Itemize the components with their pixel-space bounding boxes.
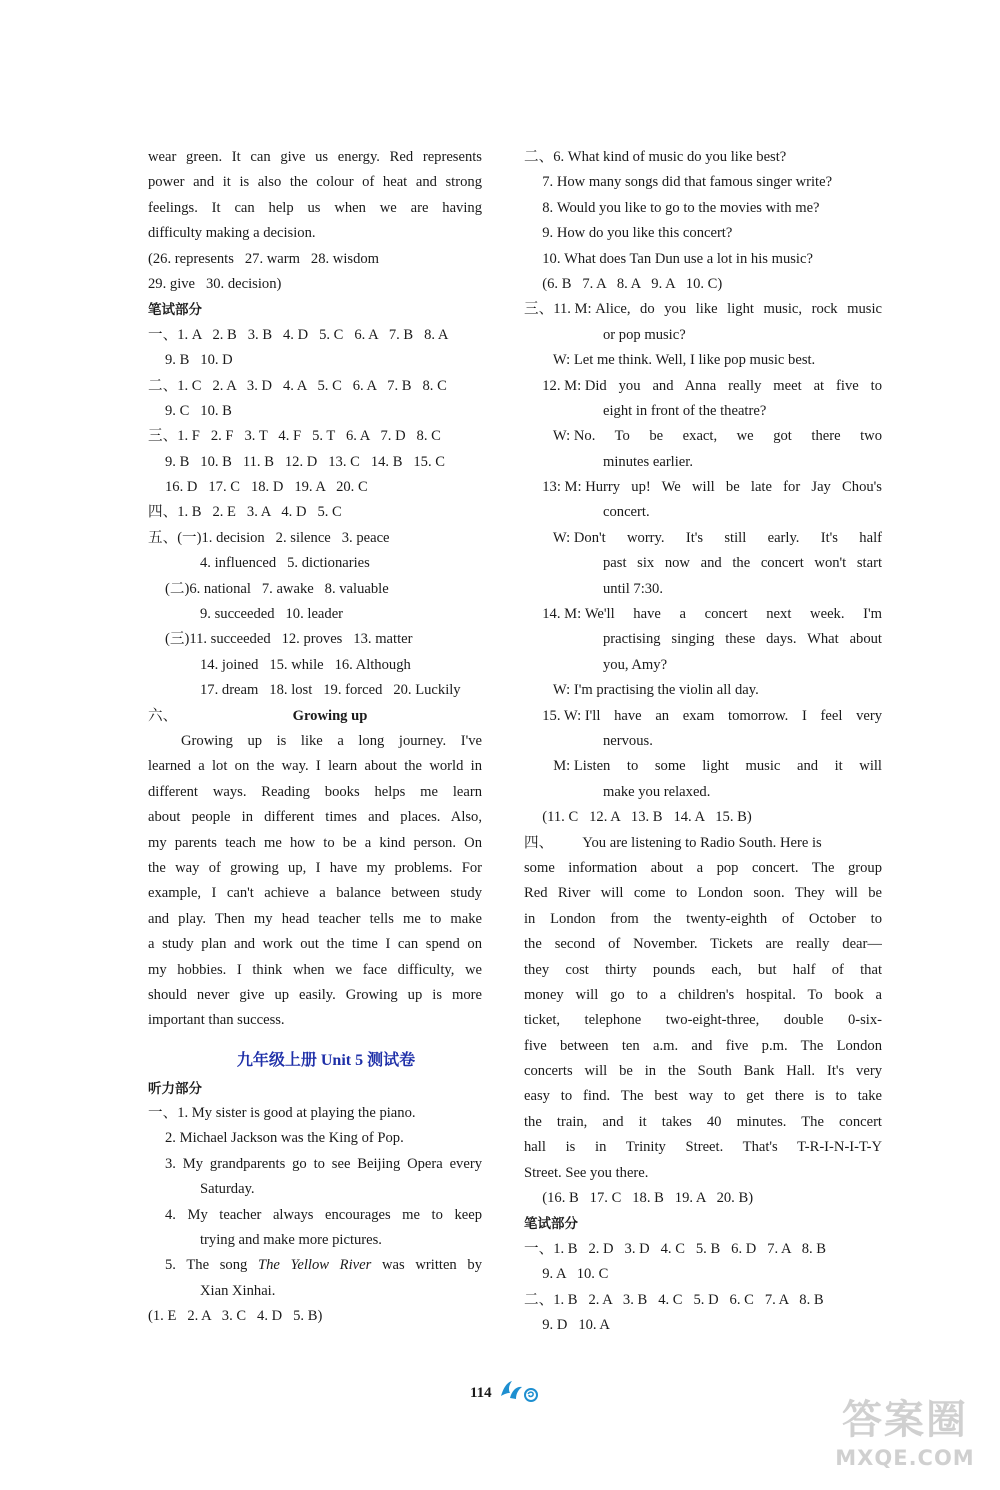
left-line: Saturday.: [200, 1181, 255, 1198]
item-text: Hurry up! We will be late for Jay Chou's: [585, 479, 882, 496]
item-text: How do you like this concert?: [556, 225, 733, 242]
section-marker: 六、: [148, 707, 178, 724]
left-line: 9. succeeded 10. leader: [200, 606, 344, 623]
left-line: a study plan and work out the time I can spend on: [148, 936, 482, 953]
dialogue-line: [524, 221, 882, 246]
left-line: power and it is also the colour of heat and strong: [148, 174, 482, 191]
item-label: M:: [524, 758, 574, 775]
dialogue-line: [524, 374, 882, 399]
passage-line: Street. See you there.: [524, 1164, 649, 1181]
left-line: 2. Michael Jackson was the King of Pop.: [165, 1130, 404, 1147]
passage-line: Red River will come to London soon. They will be: [524, 885, 882, 902]
dialogue-line: [524, 348, 882, 373]
left-line: 4. My teacher always encourages me to keep: [165, 1206, 482, 1223]
dialogue-line: [524, 602, 882, 627]
left-line: about people in different times and places. Also,: [148, 809, 482, 826]
item-label: 二、6.: [524, 149, 568, 165]
item-text: How many songs did that famous singer write?: [556, 174, 833, 191]
left-line: 五、(一)1. decision 2. silence 3. peace: [148, 529, 390, 546]
passage-line: hall is in Trinity Street. That's T-R-I-N-I-T-Y: [524, 1139, 882, 1156]
item-label: 14. M:: [524, 606, 585, 623]
left-line: 一、1. A 2. B 3. B 4. D 5. C 6. A 7. B 8. A: [148, 326, 449, 343]
essay-title: Growing up: [292, 707, 368, 724]
left-line: 三、1. F 2. F 3. T 4. F 5. T 6. A 7. D 8. C: [148, 428, 441, 445]
left-line: 一、1. My sister is good at playing the piano.: [148, 1105, 416, 1122]
dialogue-line: [524, 196, 882, 221]
passage-line: concerts will be in the South Bank Hall. It's very: [524, 1063, 882, 1080]
publisher-logo-icon: [498, 1378, 542, 1409]
left-line: and play. Then my head teacher tells me to make: [148, 910, 482, 927]
item-label: W:: [524, 428, 574, 445]
passage-line: the train, and it takes 40 minutes. The concert: [524, 1113, 882, 1130]
left-line: 9. B 10. D: [165, 352, 233, 369]
left-line: Growing up is like a long journey. I've: [181, 732, 482, 749]
passage-line: some information about a pop concert. The group: [524, 859, 882, 876]
answer-line: (6. B 7. A 8. A 9. A 10. C): [524, 275, 723, 292]
left-line: trying and make more pictures.: [200, 1232, 382, 1249]
dialogue-line: [524, 475, 882, 500]
item-text: Let me think. Well, I like pop music best.: [573, 352, 816, 369]
dialogue-continuation: past six now and the concert won't start: [603, 555, 882, 572]
item-label: 三、11. M:: [524, 301, 596, 318]
passage-line: ticket, telephone two-eight-three, double 0-six-: [524, 1012, 882, 1029]
left-line: 四、1. B 2. E 3. A 4. D 5. C: [148, 504, 342, 521]
item-text: Don't worry. It's still early. It's half: [573, 529, 882, 546]
unit-test-title: 九年级上册 Unit 5 测试卷: [236, 1051, 416, 1069]
left-line: feelings. It can help us when we are having: [148, 199, 482, 216]
dialogue-line: [524, 247, 882, 272]
dialogue-continuation: make you relaxed.: [603, 783, 711, 800]
item-label: 12. M:: [524, 377, 585, 394]
left-line: 29. give 30. decision): [148, 275, 282, 292]
passage-line: the second of November. Tickets are really dear—: [524, 936, 882, 953]
item-label: 四、: [524, 834, 583, 851]
left-line: wear green. It can give us energy. Red represents: [148, 149, 482, 165]
left-line: different ways. Reading books helps me learn: [148, 783, 482, 800]
dialogue-continuation: practising singing these days. What about: [603, 631, 882, 648]
answer-line: 9. D 10. A: [524, 1316, 610, 1333]
answer-line: 9. A 10. C: [524, 1266, 609, 1283]
left-line: Xian Xinhai.: [200, 1282, 276, 1299]
dialogue-line: [524, 831, 882, 856]
left-line: difficulty making a decision.: [148, 225, 316, 242]
left-line: (1. E 2. A 3. C 4. D 5. B): [148, 1308, 323, 1325]
left-line: [148, 704, 482, 729]
item-label: 15. W:: [524, 707, 585, 724]
section-heading: 笔试部分: [524, 1216, 578, 1232]
dialogue-continuation: you, Amy?: [603, 656, 668, 673]
passage-line: money will go to a children's hospital. To book a: [524, 986, 882, 1003]
dialogue-continuation: or pop music?: [603, 326, 686, 343]
dialogue-continuation: minutes earlier.: [603, 453, 693, 470]
passage-line: easy to find. The best way to get there is to take: [524, 1088, 882, 1105]
watermark-url: MXQE.COM: [835, 1446, 975, 1470]
answer-line: 一、1. B 2. D 3. D 4. C 5. B 6. D 7. A 8. B: [524, 1240, 827, 1257]
dialogue-line: [524, 170, 882, 195]
listening-sentence: 5. The song The Yellow River was written by: [165, 1257, 482, 1274]
item-label: 13: M:: [524, 479, 586, 496]
dialogue-line: [524, 424, 882, 449]
left-line: (三)11. succeeded 12. proves 13. matter: [165, 631, 413, 648]
dialogue-continuation: concert.: [603, 504, 650, 521]
answer-line: (16. B 17. C 18. B 19. A 20. B): [524, 1190, 754, 1207]
left-line: my hobbies. I think when we face difficulty, we: [148, 961, 482, 978]
item-label: 7.: [524, 174, 557, 191]
left-line: my parents teach me how to be a kind person. On: [148, 834, 482, 851]
section-heading: 听力部分: [148, 1080, 202, 1096]
left-line: example, I can't achieve a balance between study: [148, 885, 482, 902]
dialogue-line: [524, 678, 882, 703]
left-line: 17. dream 18. lost 19. forced 20. Luckily: [200, 682, 461, 699]
dialogue-line: [524, 526, 882, 551]
item-text: What does Tan Dun use a lot in his music?: [564, 250, 813, 267]
dialogue-line: [524, 704, 882, 729]
left-column: [148, 145, 482, 1330]
section-heading: 笔试部分: [148, 302, 202, 318]
item-text: Listen to some light music and it will: [573, 758, 882, 775]
left-line: (二)6. national 7. awake 8. valuable: [165, 580, 389, 597]
dialogue-line: [524, 754, 882, 779]
dialogue-continuation: nervous.: [603, 732, 653, 749]
item-label: 8.: [524, 199, 557, 216]
left-line: 14. joined 15. while 16. Although: [200, 656, 411, 673]
watermark-logo-text: 答案圈: [842, 1397, 968, 1443]
item-label: W:: [524, 682, 574, 699]
item-label: W:: [524, 529, 574, 546]
item-text: Did you and Anna really meet at five to: [584, 377, 882, 394]
dialogue-line: [524, 145, 882, 170]
left-line: 9. B 10. B 11. B 12. D 13. C 14. B 15. C: [165, 453, 446, 470]
answer-line: (11. C 12. A 13. B 14. A 15. B): [524, 809, 752, 826]
item-text: I'm practising the violin all day.: [573, 682, 759, 699]
left-line: the way of growing up, I have my problems. For: [148, 859, 482, 876]
page-number: 114: [470, 1385, 492, 1401]
dialogue-line: [524, 297, 882, 322]
passage-line: five between ten a.m. and five p.m. The London: [524, 1037, 882, 1054]
left-line: should never give up easily. Growing up is more: [148, 986, 482, 1003]
page-footer: [470, 1378, 542, 1409]
dialogue-continuation: until 7:30.: [603, 580, 663, 597]
item-text: Alice, do you like light music, rock music: [595, 301, 882, 318]
left-line: 16. D 17. C 18. D 19. A 20. C: [165, 479, 368, 496]
right-column: [524, 145, 882, 1338]
left-line: 3. My grandparents go to see Beijing Opera every: [165, 1155, 482, 1172]
item-text: You are listening to Radio South. Here is: [582, 834, 822, 851]
left-line: 4. influenced 5. dictionaries: [200, 555, 370, 572]
item-label: W:: [524, 352, 574, 369]
watermark: [820, 1394, 990, 1482]
dialogue-continuation: eight in front of the theatre?: [603, 402, 767, 419]
item-label: 9.: [524, 225, 557, 242]
song-title: The Yellow River: [258, 1257, 372, 1274]
left-line: important than success.: [148, 1012, 285, 1029]
item-text: What kind of music do you like best?: [567, 149, 787, 165]
left-line: (26. represents 27. warm 28. wisdom: [148, 250, 380, 267]
left-line: learned a lot on the way. I learn about the world in: [148, 758, 482, 775]
left-line: 9. C 10. B: [165, 402, 232, 419]
passage-line: in London from the twenty-eighth of October to: [524, 910, 882, 927]
passage-line: they cost thirty pounds each, but half of that: [524, 961, 882, 978]
item-text: I'll have an exam tomorrow. I feel very: [584, 707, 882, 724]
left-line: 二、1. C 2. A 3. D 4. A 5. C 6. A 7. B 8. C: [148, 377, 447, 394]
item-text: We'll have a concert next week. I'm: [584, 606, 882, 623]
item-text: Would you like to go to the movies with me?: [556, 199, 820, 216]
answer-line: 二、1. B 2. A 3. B 4. C 5. D 6. C 7. A 8. B: [524, 1291, 824, 1308]
item-text: No. To be exact, we got there two: [573, 428, 882, 445]
item-label: 10.: [524, 250, 565, 267]
